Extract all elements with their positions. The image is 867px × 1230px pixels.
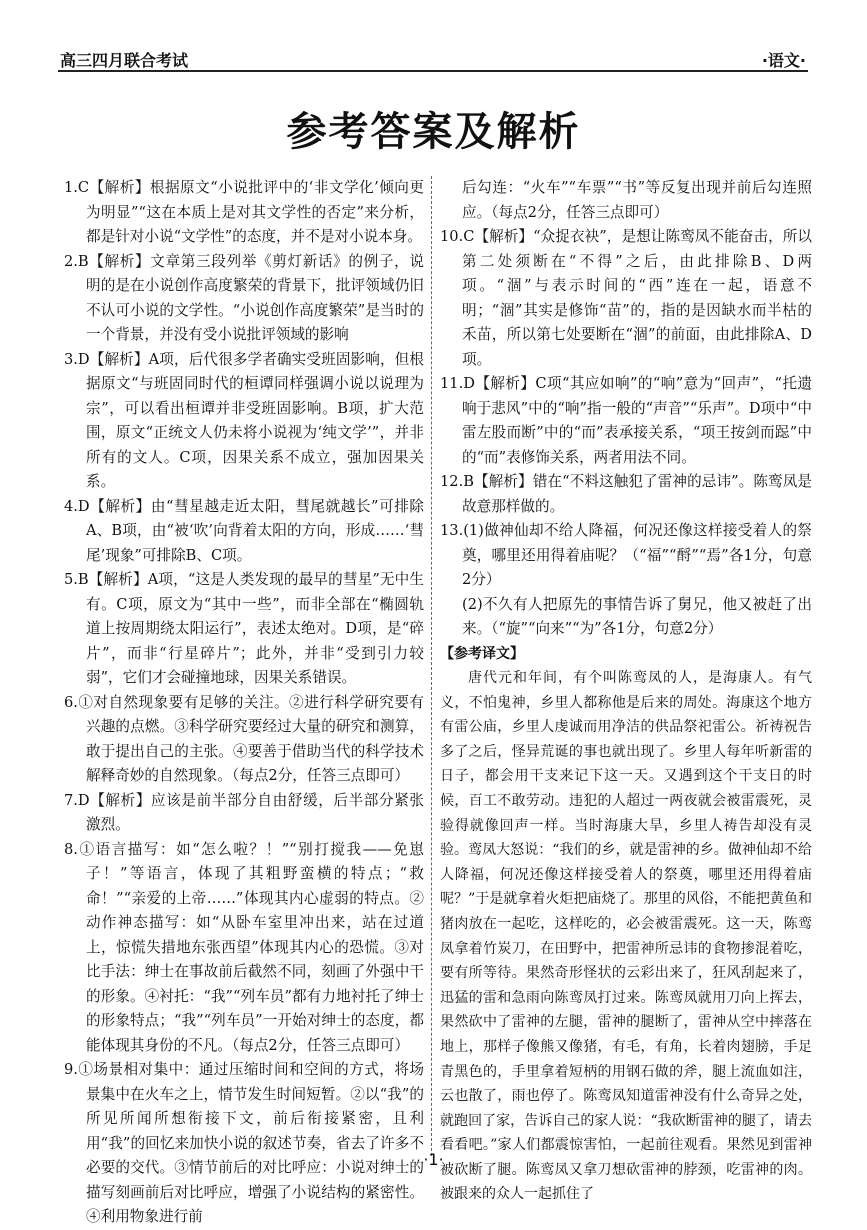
page-number: ·1·	[423, 1150, 444, 1169]
translation-text: 唐代元和年间，有个叫陈鸾凤的人，是海康人。有气义，不怕鬼神，乡里人都称他是后来的周处。海康这个地方有雷公庙，乡里人虔诚而用净洁的供品祭祀雷公。祈祷祝告多了之后，怪异荒诞的事也就出现了。乡里人每年听新雷的日子，都会用干支来记下这一天。又遇到这个干支日的时候，百工不敢劳动。违犯的人超过一两夜就会被雷震死，灵验得就像回声一样。当时海康大旱，乡里人祷告却没有灵验。鸾凤大怒说：“我们的乡，就是雷神的乡。做神仙却不给人降福，何况还像这样接受着人的祭奠，哪里还用得着庙呢？”于是就拿着火炬把庙烧了。那里的风俗，不能把黄鱼和猪肉放在一起吃，这样吃的，必会被雷震死。这一天，陈鸾凤拿着竹炭刀，在田野中，把雷神所忌讳的食物掺混着吃，要有所等待。果然奇形怪状的云彩出来了，狂风刮起来了，迅猛的雷和急雨向陈鸾凤打过来。陈鸾凤就用刀向上挥去，果然砍中了雷神的左腿，雷神的腿断了，雷神从空中摔落在地上，那样子像熊又像猪，有毛，有角，长着肉翅膀，手足青黑色的，手里拿着短柄的用钢石做的斧，腿上流血如注，云也散了，雨也停了。陈鸾凤知道雷神没有什么奇异之处，就跑回了家，告诉自己的家人说：“我砍断雷神的腿了，请去看看吧。”家人们都震惊害怕，一起前往观看。果然见到雷神被砍断了腿。陈鸾凤又拿刀想砍雷神的脖颈，吃雷神的肉。被跟来的众人一起抓住了	[440, 670, 812, 1203]
left-column	[64, 176, 424, 1230]
column-divider	[431, 176, 432, 1156]
answer-item-8: 8.①语言描写：如“怎么啦？！”“别打搅我——免崽子！”等语言，体现了其粗野蛮横的特点；“救命！”“亲爱的上帝……”体现其内心虚弱的特点。②动作神态描写：如“从卧车室里冲出来，站在过道上，惊慌失措地东张西望”体现其内心的恐慌。③对比手法：绅士在事故前后截然不同，刻画了外强中干的形象。④衬托：“我”“列车员”都有力地衬托了绅士的形象特点；“我”“列车员”一开始对绅士的态度，都能体现其身份的不凡。（每点2分，任答三点即可）	[64, 840, 424, 1054]
answer-item-10: 10.C【解析】“众捉衣袂”，是想让陈鸾凤不能奋击，所以第二处须断在“不得”之后，由此排除B、D两项。“涸”与表示时间的“西”连在一起，语意不明；“涸”其实是修饰“苗”的，指的是因缺水而半枯的禾苗，所以第七处要断在“涸”的前面，由此排除A、D项。	[440, 228, 812, 368]
exam-name: 高三四月联合考试	[60, 51, 189, 70]
answer-item-13-part2: (2)不久有人把原先的事情告诉了舅兄，他又被赶了出来。（“旋”“向来”“为”各1分，句意2分）	[462, 595, 812, 637]
answer-item-12: 12.B【解析】错在“不料这触犯了雷神的忌讳”。陈鸾凤是故意那样做的。	[440, 473, 812, 515]
answer-item-11: 11.D【解析】C项“其应如响”的“响”意为“回声”，“托遗响于悲风”中的“响”指一般的“声音”“乐声”。D项中“中雷左股而断”中的“而”表承接关系，“项王按剑而跽”中的“而”表修饰关系，两者用法不同。	[440, 375, 812, 466]
answer-item-2: 2.B【解析】文章第三段列举《剪灯新话》的例子，说明的是在小说创作高度繁荣的背景下，批评领域仍旧不认可小说的文学性。“小说创作高度繁荣”是当时的一个背景，并没有受小说批评领域的影响	[64, 252, 424, 343]
answer-item-5: 5.B【解析】A项，“这是人类发现的最早的彗星”无中生有。C项，原文为“其中一些”，而非全部在“椭圆轨道上按周期绕太阳运行”，表述太绝对。D项，是“碎片”，而非“行星碎片”；此外，并非“受到引力较弱”，它们才会碰撞地球，因果关系错误。	[64, 571, 424, 686]
answer-item-6: 6.①对自然现象要有足够的关注。②进行科学研究要有兴趣的点燃。③科学研究要经过大量的研究和测算，敢于提出自己的主张。④要善于借助当代的科学技术解释奇妙的自然现象。（每点2分，任答三点即可）	[64, 693, 424, 784]
answer-item-7: 7.D【解析】应该是前半部分自由舒缓，后半部分紧张激烈。	[64, 791, 424, 833]
answer-item-4: 4.D【解析】由“彗星越走近太阳，彗尾就越长”可排除A、B项，由“被‘吹’向背着太阳的方向，形成……‘彗尾’现象”可排除B、C项。	[64, 497, 424, 564]
translation-heading: 【参考译文】	[440, 645, 524, 662]
right-column	[440, 176, 812, 1207]
answer-item-9-continued: 后勾连：“火车”“车票”“书”等反复出现并前后勾连照应。（每点2分，任答三点即可）	[462, 179, 812, 221]
answer-item-13: 13.(1)做神仙却不给人降福，何况还像这样接受着人的祭奠，哪里还用得着庙呢？（“福”“酹”“焉”各1分，句意2分）	[440, 522, 812, 588]
page-header	[58, 46, 808, 72]
subject-label: ·语文·	[761, 51, 806, 70]
answer-item-3: 3.D【解析】A项，后代很多学者确实受班固影响，但根据原文“与班固同时代的桓谭同样强调小说以说理为宗”，可以看出桓谭并非受班固影响。B项，扩大范围，原文“正统文人仍未将小说视为‘纯文学’”，并非所有的文人。C项，因果关系不成立，强加因果关系。	[64, 350, 424, 490]
answer-item-1: 1.C【解析】根据原文“小说批评中的‘非文学化’倾向更为明显”“这在本质上是对其文学性的否定”来分析，都是针对小说“文学性”的态度，并不是对小说本身。	[64, 179, 424, 245]
answer-item-9: 9.①场景相对集中：通过压缩时间和空间的方式，将场景集中在火车之上，情节发生时间短暂。②以“我”的所见所闻所想衔接下文，前后衔接紧密，且利用“我”的回忆来加快小说的叙述节奏，省去了许多不必要的交代。③情节前后的对比呼应：小说对绅士的描写刻画前后对比呼应，增强了小说结构的紧密性。④利用物象进行前	[64, 1061, 424, 1225]
page-title: 参考答案及解析	[286, 109, 581, 155]
